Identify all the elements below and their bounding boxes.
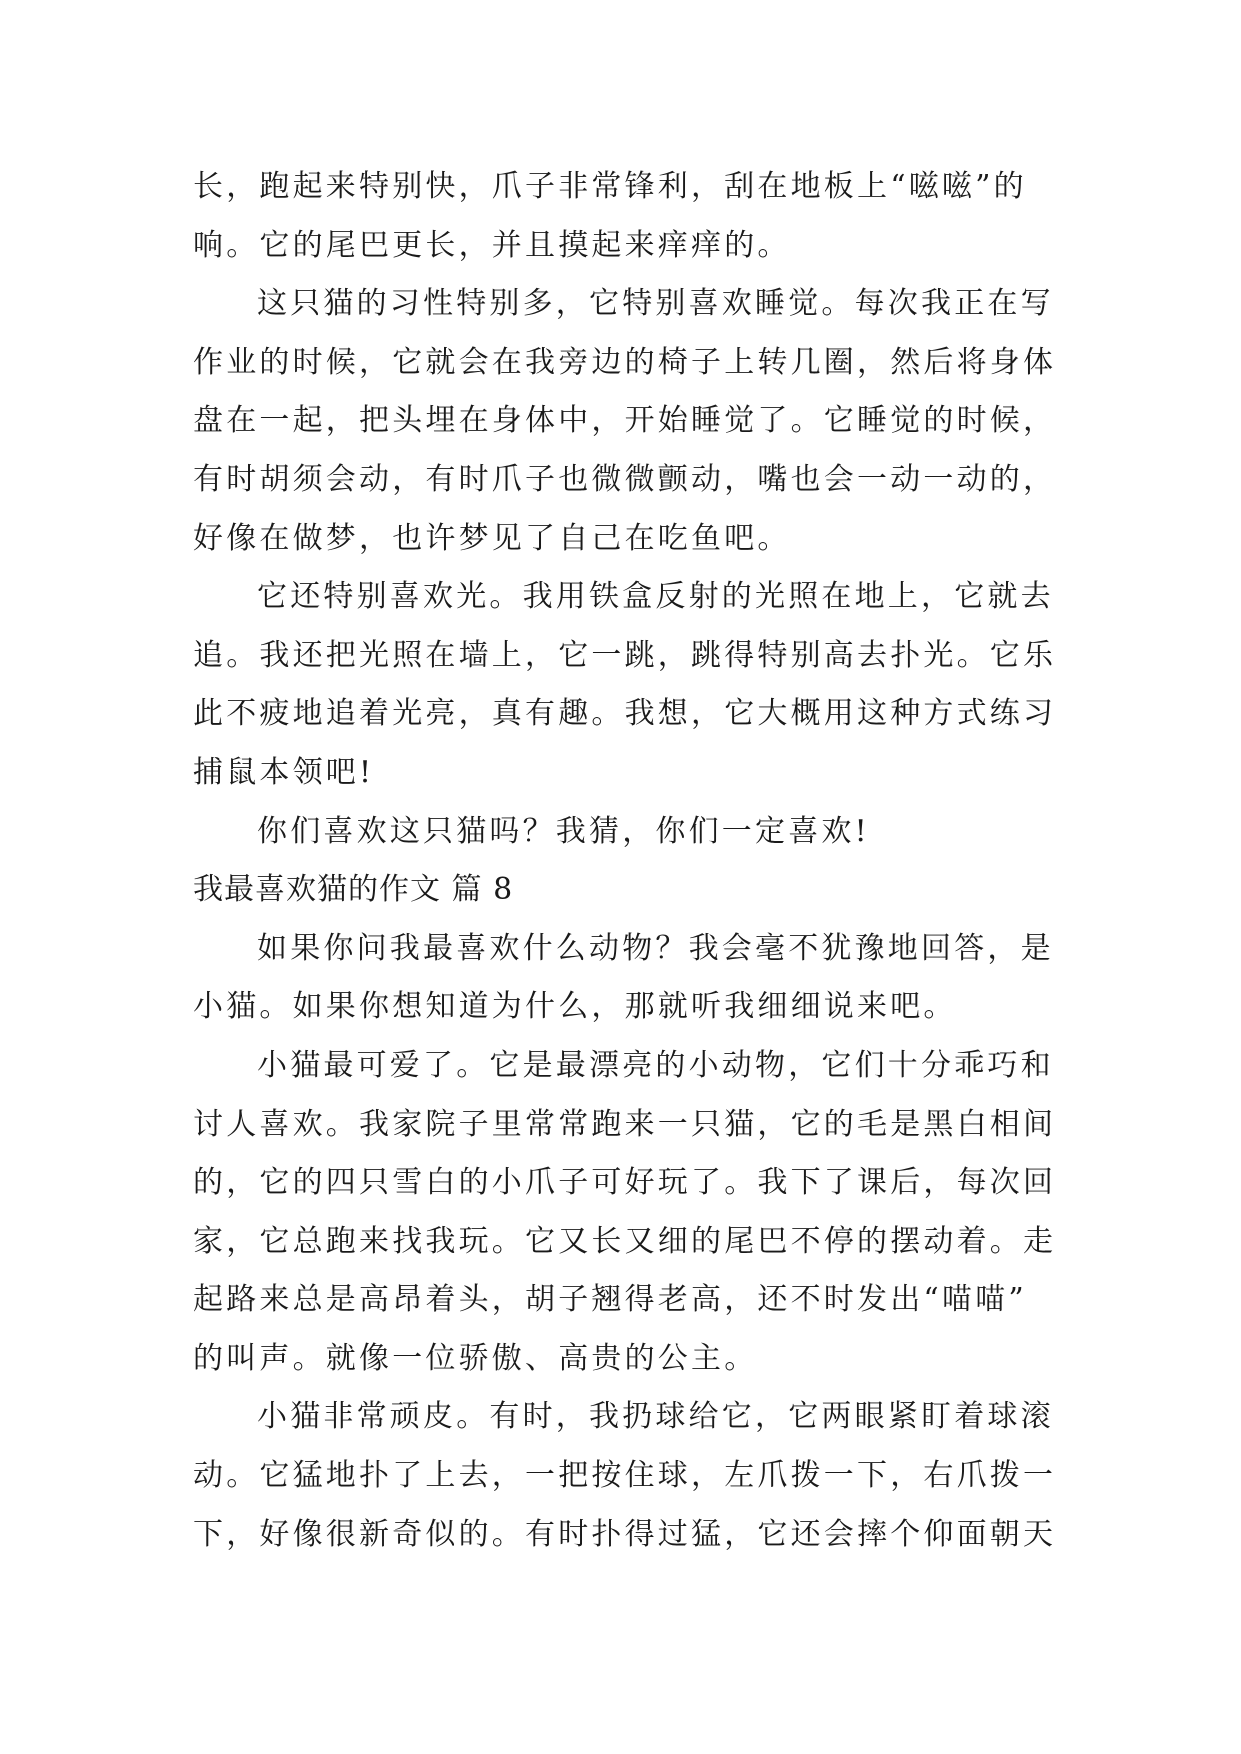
text-line: 起路来总是高昂着头，胡子翘得老高，还不时发出“喵喵” [193,1282,1027,1318]
paragraph-start-line: 小猫非常顽皮。有时，我扔球给它，它两眼紧盯着球滚 [257,1399,1054,1435]
text-line: 盘在一起，把头埋在身体中，开始睡觉了。它睡觉的时候， [193,403,1057,439]
paragraph-start-line: 这只猫的习性特别多，它特别喜欢睡觉。每次我正在写 [257,286,1054,322]
text-line: 小猫。如果你想知道为什么，那就听我细细说来吧。 [193,989,957,1025]
paragraph-start-line: 如果你问我最喜欢什么动物？我会毫不犹豫地回答，是 [257,930,1054,966]
text-line: 有时胡须会动，有时爪子也微微颤动，嘴也会一动一动的， [193,461,1057,497]
text-line: 长，跑起来特别快，爪子非常锋利，刮在地板上“嗞嗞”的 [193,169,1027,204]
essay-body [193,158,1057,1564]
text-line: 的叫声。就像一位骄傲、高贵的公主。 [193,1340,758,1376]
paragraph-start-line: 小猫最可爱了。它是最漂亮的小动物，它们十分乖巧和 [257,1047,1054,1083]
text-line: 好像在做梦，也许梦见了自己在吃鱼吧。 [193,520,791,556]
text-line: 家，它总跑来找我玩。它又长又细的尾巴不停的摆动着。走 [193,1223,1057,1259]
text-line: 追。我还把光照在墙上，它一跳，跳得特别高去扑光。它乐 [193,637,1057,673]
text-line: 下，好像很新奇似的。有时扑得过猛，它还会摔个仰面朝天 [193,1516,1057,1552]
text-line: 捕鼠本领吧! [193,754,375,790]
text-line: 的，它的四只雪白的小爪子可好玩了。我下了课后，每次回 [193,1165,1057,1201]
paragraph-start-line: 你们喜欢这只猫吗？我猜，你们一定喜欢! [257,813,870,849]
text-line: 讨人喜欢。我家院子里常常跑来一只猫，它的毛是黑白相间 [193,1106,1057,1142]
text-line: 此不疲地追着光亮，真有趣。我想，它大概用这种方式练习 [193,696,1057,732]
text-line: 响。它的尾巴更长，并且摸起来痒痒的。 [193,227,791,263]
text-line: 作业的时候，它就会在我旁边的椅子上转几圈，然后将身体 [193,344,1057,380]
paragraph-start-line: 它还特别喜欢光。我用铁盒反射的光照在地上，它就去 [257,579,1054,615]
text-line: 动。它猛地扑了上去，一把按住球，左爪拨一下，右爪拨一 [193,1458,1057,1494]
section-heading: 我最喜欢猫的作文 篇 8 [193,872,514,908]
